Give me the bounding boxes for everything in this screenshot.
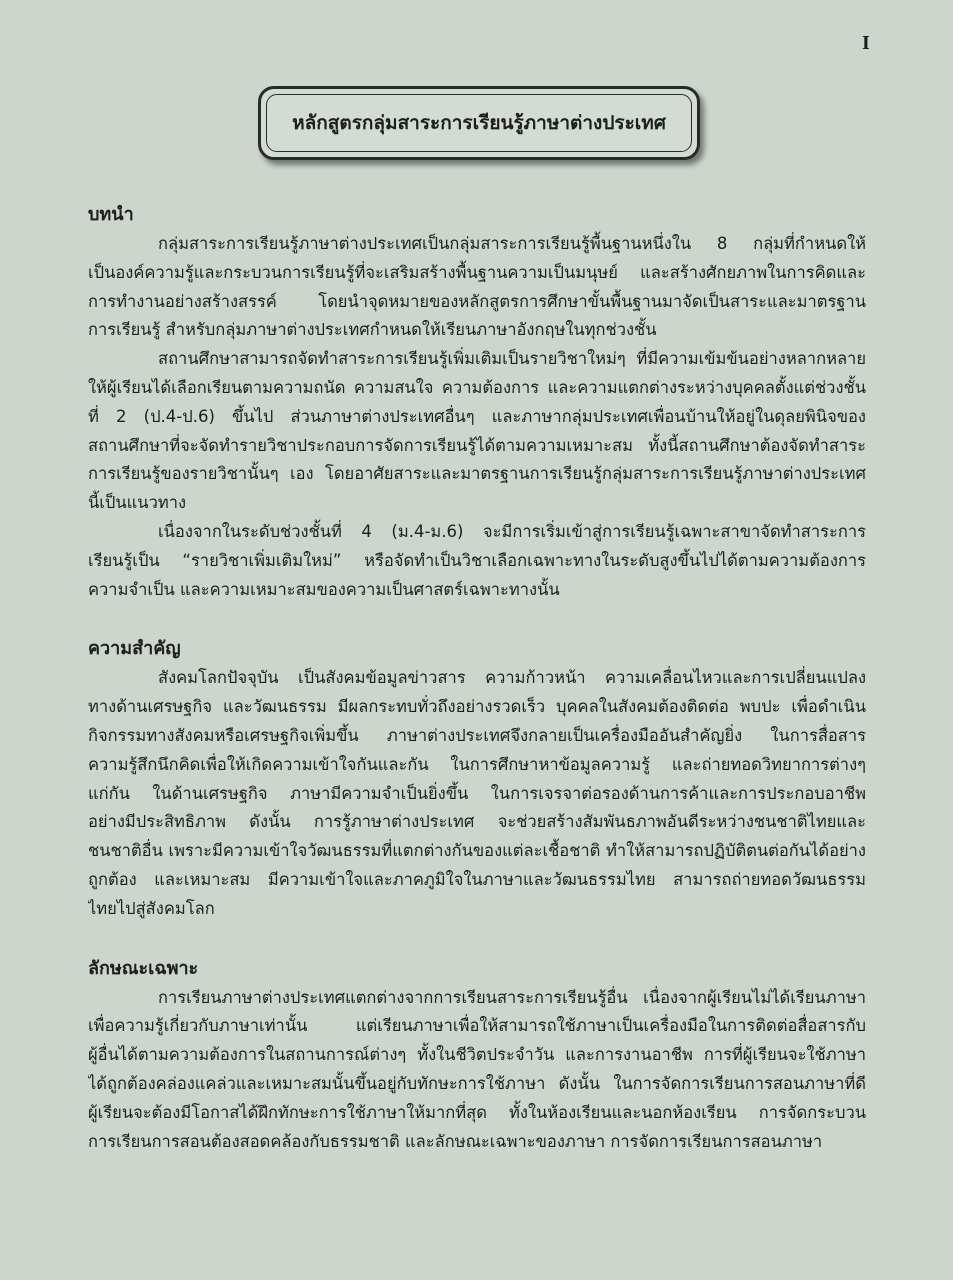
text-line: สถานศึกษาสามารถจัดทำสาระการเรียนรู้เพิ่มเติมเป็นรายวิชาใหม่ๆ ที่มีความเข้มข้นอย่างหลากหลาย	[158, 349, 866, 369]
text-line: เนื่องจากในระดับช่วงชั้นที่ 4 (ม.4-ม.6) จะมีการเริ่มเข้าสู่การเรียนรู้เฉพาะสาขาจัดทำสาระการ	[158, 521, 866, 541]
document-title: หลักสูตรกลุ่มสาระการเรียนรู้ภาษาต่างประเทศ	[266, 94, 692, 152]
text-line: การเรียนรู้ของรายวิชานั้นๆ เอง โดยอาศัยสาระและมาตรฐานการเรียนรู้กลุ่มสาระการเรียนรู้ภาษาต่างประเทศ	[88, 464, 866, 484]
section	[88, 200, 866, 604]
section	[88, 634, 866, 923]
text-line: การเรียนรู้ สำหรับกลุ่มภาษาต่างประเทศกำหนดให้เรียนภาษาอังกฤษในทุกช่วงชั้น	[88, 320, 657, 340]
text-line: แก่กัน ในด้านเศรษฐกิจ ภาษามีความจำเป็นยิ่งขึ้น ในการเจรจาต่อรองด้านการค้าและการประกอบอาชีพ	[88, 783, 866, 803]
text-line: การเรียนภาษาต่างประเทศแตกต่างจากการเรียนสาระการเรียนรู้อื่น เนื่องจากผู้เรียนไม่ได้เรียนภาษา	[158, 987, 866, 1007]
text-line: สังคมโลกปัจจุบัน เป็นสังคมข้อมูลข่าวสาร ความก้าวหน้า ความเคลื่อนไหวและการเปลี่ยนแปลง	[158, 668, 866, 688]
section-heading: ความสำคัญ	[88, 638, 181, 660]
section-heading: บทนำ	[88, 204, 134, 225]
paragraph	[88, 664, 866, 923]
paragraph	[88, 518, 866, 604]
text-line: ทางด้านเศรษฐกิจ และวัฒนธรรม มีผลกระทบทั่วถึงอย่างรวดเร็ว บุคคลในสังคมต้องติดต่อ พบปะ เพื่อดำเนิน	[88, 697, 866, 717]
text-line: ถูกต้อง และเหมาะสม มีความเข้าใจและภาคภูมิใจในภาษาและวัฒนธรรมไทย สามารถถ่ายทอดวัฒนธรรม	[88, 869, 866, 889]
text-line: เป็นองค์ความรู้และกระบวนการเรียนรู้ที่จะเสริมสร้างพื้นฐานความเป็นมนุษย์ และสร้างศักยภาพในการคิดและ	[88, 262, 866, 282]
text-line: สถานศึกษาที่จะจัดทำรายวิชาประกอบการจัดการเรียนรู้ได้ตามความเหมาะสม ทั้งนี้สถานศึกษาต้องจัดทำสาระ	[88, 435, 866, 455]
text-line: ความจำเป็น และความเหมาะสมของความเป็นศาสตร์เฉพาะทางนั้น	[88, 579, 560, 599]
section	[88, 954, 866, 1157]
text-line: ไทยไปสู่สังคมโลก	[88, 898, 215, 918]
document-body	[88, 200, 866, 1186]
text-line: การเรียนการสอนต้องสอดคล้องกับธรรมชาติ และลักษณะเฉพาะของภาษา การจัดการเรียนการสอนภาษา	[88, 1131, 823, 1151]
text-line: เพื่อความรู้เกี่ยวกับภาษาเท่านั้น แต่เรียนภาษาเพื่อให้สามารถใช้ภาษาเป็นเครื่องมือในการติดต่อสื่อสารกับ	[88, 1016, 866, 1036]
paragraph	[88, 984, 866, 1157]
text-line: อย่างมีประสิทธิภาพ ดังนั้น การรู้ภาษาต่างประเทศ จะช่วยสร้างสัมพันธภาพอันดีระหว่างชนชาติไทยและ	[88, 812, 866, 832]
title-box	[258, 86, 700, 160]
page-number: I	[862, 32, 870, 54]
text-line: กลุ่มสาระการเรียนรู้ภาษาต่างประเทศเป็นกลุ่มสาระการเรียนรู้พื้นฐานหนึ่งใน 8 กลุ่มที่กำหนดให้	[158, 234, 866, 253]
paragraph	[88, 230, 866, 345]
text-line: ผู้อื่นได้ตามความต้องการในสถานการณ์ต่างๆ ทั้งในชีวิตประจำวัน และการงานอาชีพ การที่ผู้เรียนจะใช้ภาษา	[88, 1045, 866, 1065]
text-line: เรียนรู้เป็น “รายวิชาเพิ่มเติมใหม่” หรือจัดทำเป็นวิชาเลือกเฉพาะทางในระดับสูงขึ้นไปได้ตามความต้องการ	[88, 550, 866, 570]
text-line: ผู้เรียนจะต้องมีโอกาสได้ฝึกทักษะการใช้ภาษาให้มากที่สุด ทั้งในห้องเรียนและนอกห้องเรียน การจัดกระบวน	[88, 1102, 866, 1122]
text-line: การทำงานอย่างสร้างสรรค์ โดยนำจุดหมายของหลักสูตรการศึกษาขั้นพื้นฐานมาจัดเป็นสาระและมาตรฐาน	[88, 291, 866, 311]
text-line: ได้ถูกต้องคล่องแคล่วและเหมาะสมนั้นขึ้นอยู่กับทักษะการใช้ภาษา ดังนั้น ในการจัดการเรียนการสอนภาษาที่ดี	[88, 1073, 866, 1093]
text-line: ให้ผู้เรียนได้เลือกเรียนตามความถนัด ความสนใจ ความต้องการ และความแตกต่างระหว่างบุคคลตั้งแต่ช่วงชั้น	[88, 377, 866, 397]
text-line: นี้เป็นแนวทาง	[88, 493, 187, 513]
text-line: ชนชาติอื่น เพราะมีความเข้าใจวัฒนธรรมที่แตกต่างกันของแต่ละเชื้อชาติ ทำให้สามารถปฏิบัติตนต่อกันได้อย่าง	[88, 841, 866, 861]
section-heading: ลักษณะเฉพาะ	[88, 957, 199, 979]
paragraph	[88, 345, 866, 518]
text-line: ความรู้สึกนึกคิดเพื่อให้เกิดความเข้าใจกันและกัน ในการศึกษาหาข้อมูลความรู้ และถ่ายทอดวิทยาการต่างๆ	[88, 754, 866, 774]
text-line: ที่ 2 (ป.4-ป.6) ขึ้นไป ส่วนภาษาต่างประเทศอื่นๆ และภาษากลุ่มประเทศเพื่อนบ้านให้อยู่ในดุลยพินิจของ	[88, 406, 866, 426]
text-line: กิจกรรมทางสังคมหรือเศรษฐกิจเพิ่มขึ้น ภาษาต่างประเทศจึงกลายเป็นเครื่องมืออันสำคัญยิ่ง ในการสื่อสาร	[88, 725, 866, 745]
